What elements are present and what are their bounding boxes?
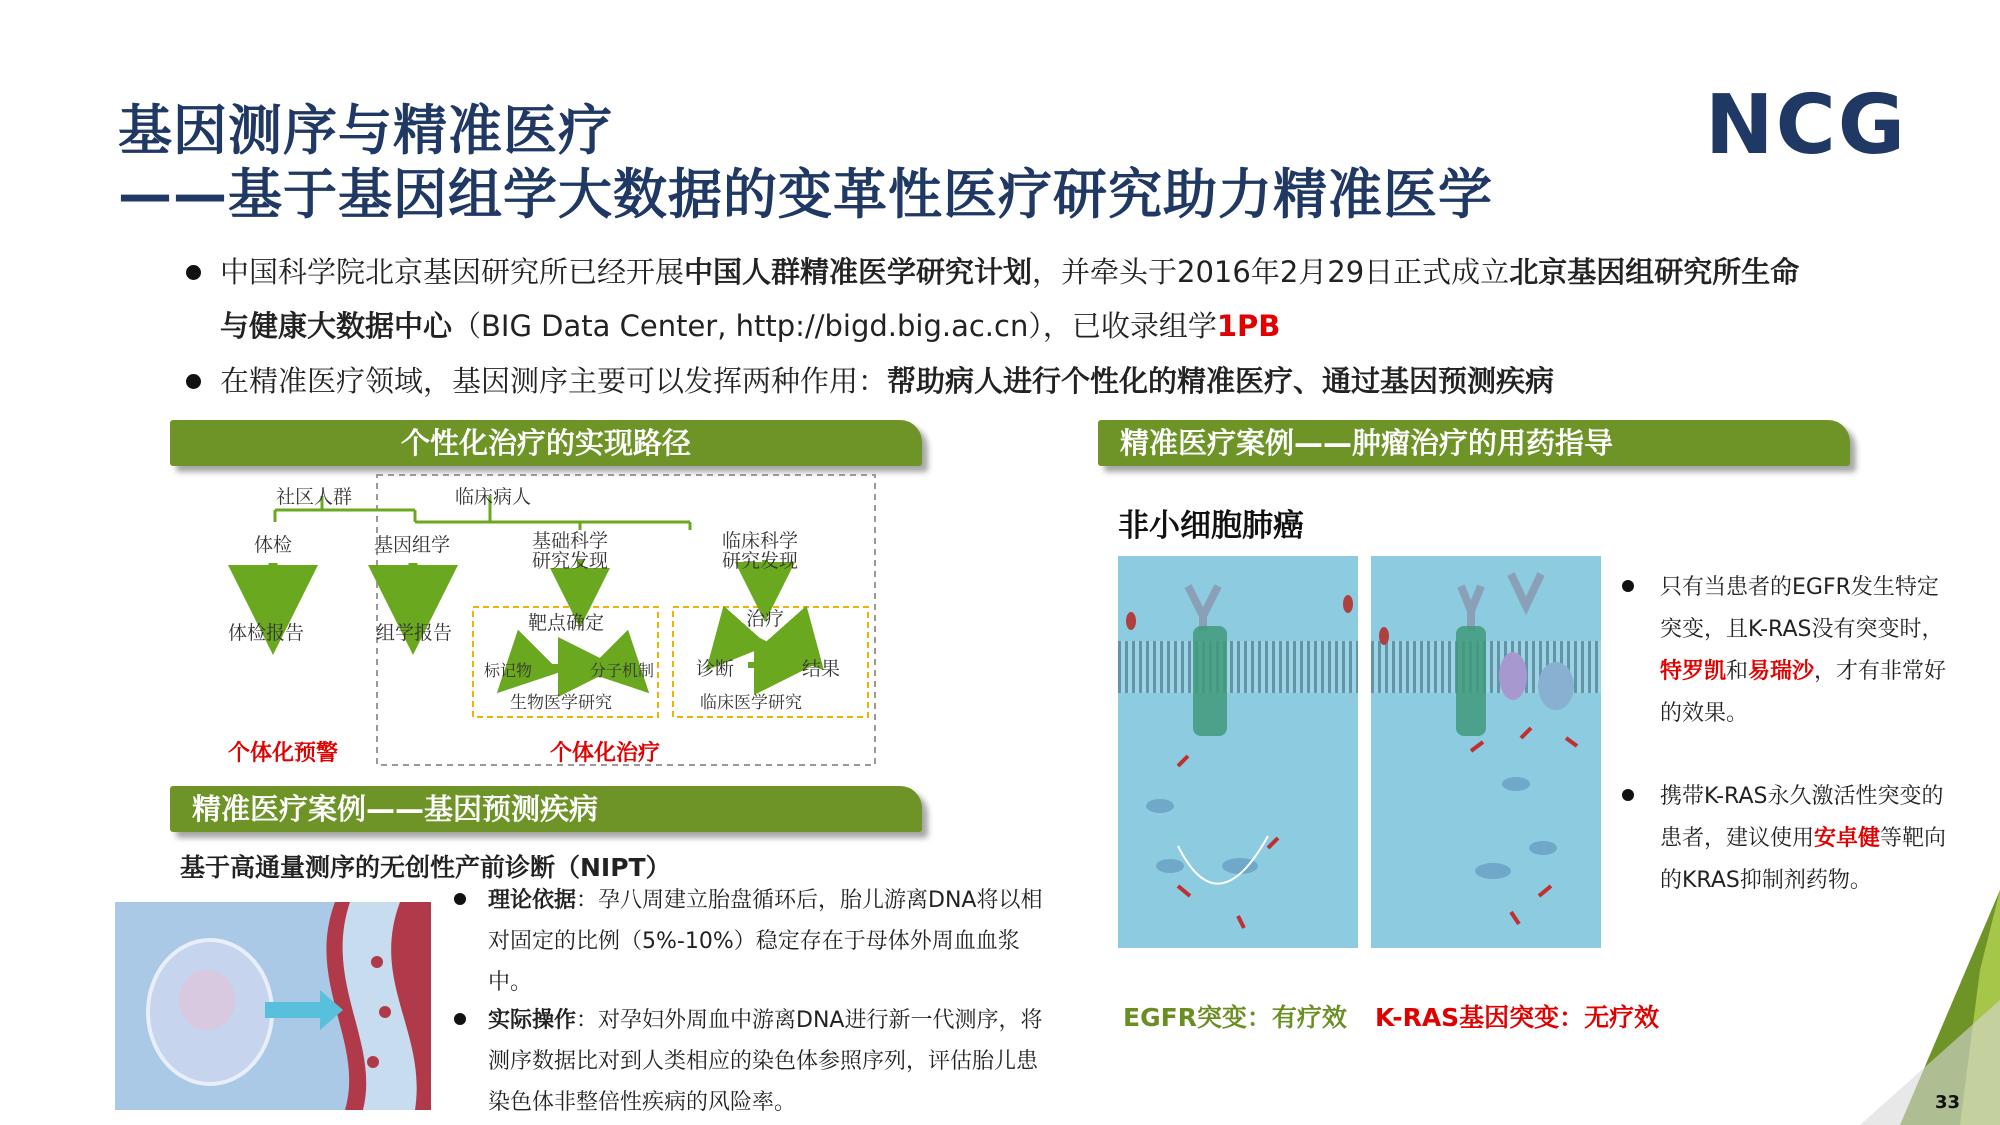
nipt-fetus-image [115,902,431,1110]
label-therapy: 个体化治疗 [550,741,661,766]
bullet-dot [186,374,201,389]
egfr-note: 只有当患者的EGFR发生特定突变，且K-RAS没有突变时，特罗凯和易瑞沙，才有非常好的效果。 [1660,575,1947,726]
bullet-dot [1622,789,1634,801]
nsclc-heading: 非小细胞肺癌 [1118,508,1304,544]
label-outcome: 结果 [802,658,841,680]
kras-pathway-image [1371,556,1601,948]
label-target: 靶点确定 [528,612,605,634]
label-marker: 标记物 [484,661,533,680]
label-clinical-sci-2: 研究发现 [722,550,799,572]
label-basic-sci-2: 研究发现 [532,550,609,572]
intro-bullet-2: 在精准医疗领域，基因测序主要可以发挥两种作用：帮助病人进行个性化的精准医疗、通过基因预测疾病 [220,364,1555,398]
label-basic-sci-1: 基础科学 [532,530,609,552]
label-clinical-research: 临床医学研究 [700,693,802,713]
egfr-pathway-image [1118,556,1358,948]
label-clinical-sci-1: 临床科学 [722,530,799,552]
label-community: 社区人群 [276,486,353,508]
intro-bullet-1: 中国科学院北京基因研究所已经开展中国人群精准医学研究计划，并牵头于2016年2月29日正式成立北京基因组研究所生命 与健康大数据中心（BIG Data Center, http://bigd.big.ac.cn），已收录组学1PB [220,255,1800,343]
label-genomics-report: 组学报告 [376,622,453,644]
corner-decoration [1860,880,2000,1125]
label-warning: 个体化预警 [228,741,339,766]
kras-caption: K-RAS基因突变：无疗效 [1375,1003,1660,1032]
page-subtitle: ——基于基因组学大数据的变革性医疗研究助力精准医学 [118,163,1493,226]
personalized-path-diagram [170,470,890,770]
label-checkup-report: 体检报告 [228,622,305,644]
bullet-dot [454,1013,466,1025]
nipt-theory: 理论依据：孕八周建立胎盘循环后，胎儿游离DNA将以相对固定的比例（5%-10%）稳定存在于母体外周血血浆中。 [488,888,1043,995]
label-mechanism: 分子机制 [590,661,655,680]
page-number: 33 [1935,1092,1961,1113]
label-diagnosis: 诊断 [696,658,735,680]
egfr-caption: EGFR突变：有疗效 [1123,1003,1347,1032]
page-title: 基因测序与精准医疗 [118,99,613,162]
nipt-operation: 实际操作：对孕妇外周血中游离DNA进行新一代测序，将测序数据比对到人类相应的染色体参照序列，评估胎儿患染色体非整倍性疾病的风险率。 [488,1008,1043,1115]
nipt-subtitle: 基于高通量测序的无创性产前诊断（NIPT） [180,853,671,882]
fetus-illustration [115,902,431,1110]
kras-pathway-art [1371,556,1601,948]
label-treatment: 治疗 [746,608,785,630]
label-patients: 临床病人 [455,486,532,508]
bullet-dot [186,265,201,280]
label-genomics: 基因组学 [374,534,451,556]
bullet-dot [1622,580,1634,592]
egfr-pathway-art [1118,556,1358,948]
ncg-logo: NCG [1705,78,1908,173]
label-bio-research: 生物医学研究 [510,693,612,713]
personalized-path-banner: 个性化治疗的实现路径 [170,420,922,466]
drug-guidance-banner: 精准医疗案例——肿瘤治疗的用药指导 [1098,420,1850,466]
gene-prediction-banner: 精准医疗案例——基因预测疾病 [170,786,922,832]
bullet-dot [454,893,466,905]
label-checkup: 体检 [254,534,293,556]
kras-note: 携带K-RAS永久激活性突变的患者，建议使用安卓健等靶向的KRAS抑制剂药物。 [1660,784,1947,893]
